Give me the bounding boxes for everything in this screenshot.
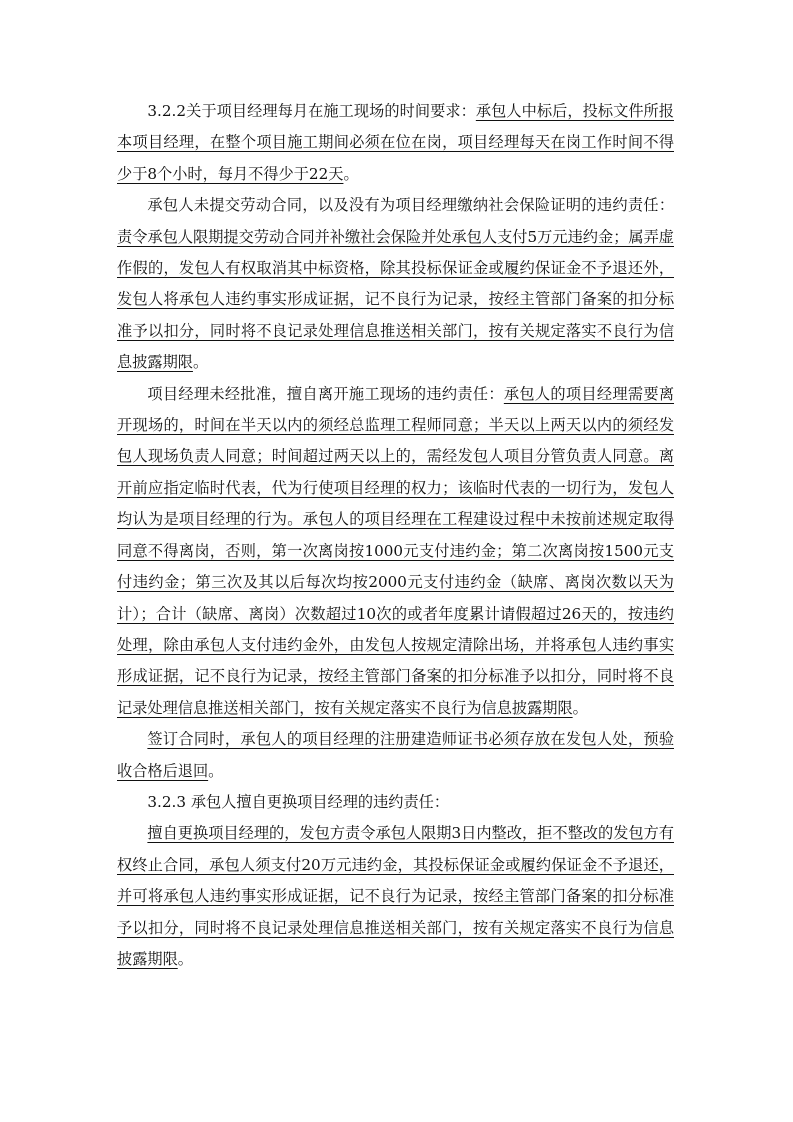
paragraph-underlined-body: 擅自更换项目经理的，发包方责令承包人限期3日内整改，拒不整改的发包方有权终止合同，承包人须支付20万元违约金，其投标保证金或履约保证金不予退还，并可将承包人违约事实形成证据，记不良行为记录，按经主管部门备案的扣分标准予以扣分，同时将不良记录处理信息推送相关部门，按有关规定落实不良行为信息披露期限: [117, 824, 674, 968]
paragraph-tail: 。: [192, 353, 209, 372]
paragraph-leave-site: [117, 379, 674, 724]
paragraph-lead: 3.2.2关于项目经理每月在施工现场的时间要求：: [147, 102, 476, 120]
paragraph-tail: 。: [572, 698, 588, 717]
paragraph-underlined-body: 承包人的项目经理需要离开现场的，时间在半天以内的须经总监理工程师同意；半天以上两天以内的须经发包人现场负责人同意；时间超过两天以上的，需经发包人项目分管负责人同意。离开前应指定临时代表，代为行使项目经理的权力；该临时代表的一切行为，发包人均认为是项目经理的行为。承包人的项目经理在工程建设过程中未按前述规定取得同意不得离岗，否则，第一次离岗按1000元支付违约金；第二次离岗按1500元支付违约金；第三次及其以后每次均按2000元支付违约金（缺席、离岗次数以天为计）；合计（缺席、离岗）次数超过10次的或者年度累计请假超过26天的，按违约处理，除由承包人支付违约金外，由发包人按规定清除出场，并将承包人违约事实形成证据，记不良行为记录，按经主管部门备案的扣分标准予以扣分，同时将不良记录处理信息推送相关部门，按有关规定落实不良行为信息披露期限: [117, 384, 675, 717]
paragraph-underlined-body: 责令承包人限期提交劳动合同并补缴社会保险并处承包人支付5万元违约金；属弄虚作假的，发包人有权取消其中标资格，除其投标保证金或履约保证金不予退还外，发包人将承包人违约事实形成证据，记不良行为记录，按经主管部门备案的扣分标准予以扣分，同时将不良记录处理信息推送相关部门，按有关规定落实不良行为信息披露期限: [117, 227, 674, 372]
paragraph-underlined-body: 签订合同时，承包人的项目经理的注册建造师证书必须存放在发包人处，预验收合格后退回: [117, 730, 674, 780]
paragraph-labor-contract: [117, 190, 674, 378]
paragraph-3-2-2: [117, 96, 674, 190]
paragraph-lead: 3.2.3 承包人擅自更换项目经理的违约责任：: [147, 792, 450, 811]
paragraph-replace-manager: [117, 818, 674, 975]
paragraph-lead: 项目经理未经批准，擅自离开施工现场的违约责任：: [147, 384, 504, 403]
paragraph-underlined-body: 承包人中标后，投标文件所报本项目经理，在整个项目施工期间必须在位在岗，项目经理每天在岗工作时间不得少于8个小时，每月不得少于22天: [117, 102, 674, 183]
paragraph-3-2-3-heading: [117, 787, 674, 818]
paragraph-tail: 。: [177, 949, 193, 968]
paragraph-tail: 。: [208, 761, 224, 780]
paragraph-lead: 承包人未提交劳动合同，以及没有为项目经理缴纳社会保险证明的违约责任：: [147, 196, 674, 215]
paragraph-certificate: [117, 724, 674, 787]
paragraph-tail: 。: [343, 164, 359, 183]
